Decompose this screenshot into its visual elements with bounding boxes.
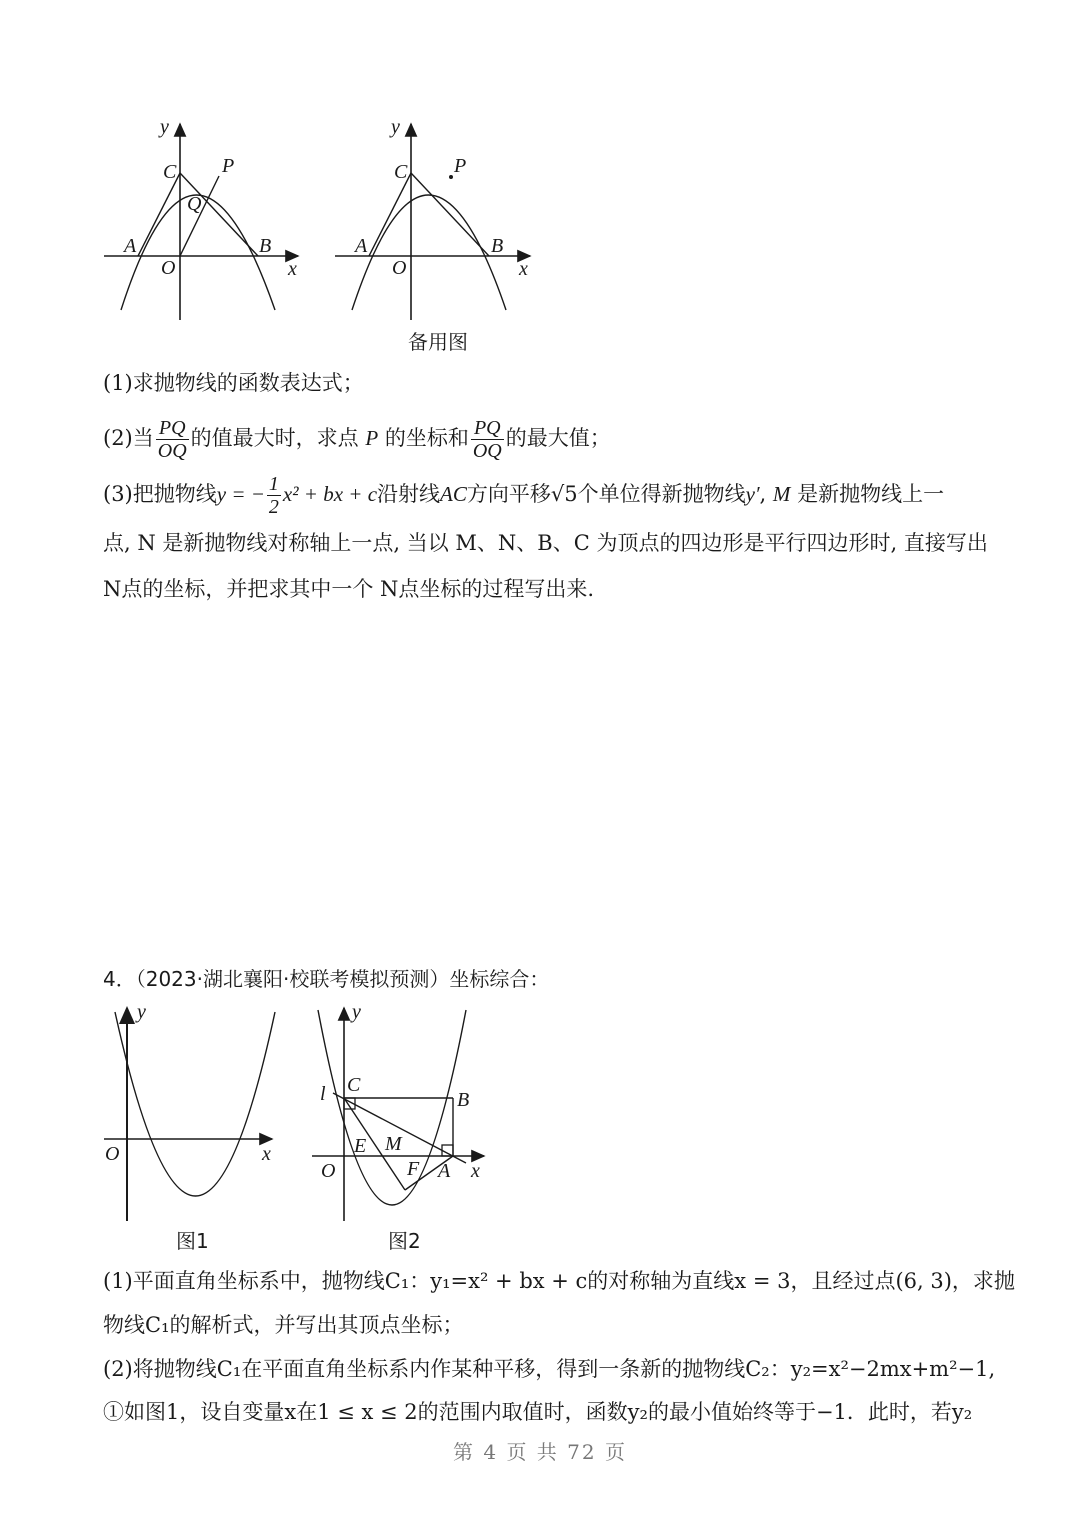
figure-caption-backup: 备用图	[408, 330, 468, 354]
question-3-3-line2: 点, N 是新抛物线对称轴上一点, 当以 M、N、B、C 为顶点的四边形是平行四边形时, 直接写出	[103, 531, 988, 555]
label-x: x	[471, 1160, 480, 1182]
label-M: M	[385, 1133, 402, 1155]
label-A: A	[124, 235, 137, 257]
label-y: y	[137, 1001, 146, 1023]
question-3-2: (2)当 $\frac{PQ}{OQ}$ 的值最大时，求点 P 的坐标和 $\frac{PQ}{OQ}$ 的最大值；	[103, 417, 611, 462]
figure-caption-1: 图1	[176, 1229, 209, 1253]
question-3-1: (1)求抛物线的函数表达式；	[103, 371, 364, 395]
question-3-3-line3: N点的坐标，并把求其中一个 N点坐标的过程写出来.	[103, 577, 595, 601]
label-A: A	[355, 235, 368, 257]
label-O: O	[161, 257, 176, 279]
figure-2-parabola	[310, 1000, 500, 1230]
label-O: O	[392, 257, 407, 279]
figure-parabola-main	[95, 110, 315, 330]
label-B: B	[457, 1089, 470, 1111]
label-O: O	[321, 1160, 336, 1182]
figure-caption-2: 图2	[388, 1229, 421, 1253]
fraction-one-half: $\frac{1}{2}$	[268, 473, 279, 518]
label-B: B	[491, 235, 504, 257]
figure-1-parabola	[95, 1000, 295, 1230]
question-4-2-sub1: ①如图1，设自变量x在1 ≤ x ≤ 2的范围内取值时，函数y₂的最小值始终等于−1．此时，若y₂	[103, 1400, 973, 1424]
label-C: C	[347, 1074, 361, 1096]
label-B: B	[259, 235, 272, 257]
label-O: O	[105, 1143, 120, 1165]
label-x: x	[519, 258, 528, 280]
label-P: P	[222, 155, 235, 177]
fraction-pq-oq: $\frac{PQ}{OQ}$	[157, 417, 187, 462]
label-x: x	[262, 1143, 271, 1165]
label-A: A	[438, 1160, 451, 1182]
label-l: l	[320, 1083, 326, 1105]
question-4-2-line1: (2)将抛物线C₁在平面直角坐标系内作某种平移，得到一条新的抛物线C₂：y₂=x²−2mx+m²−1,	[103, 1357, 996, 1381]
label-y: y	[352, 1001, 361, 1023]
label-F: F	[407, 1158, 420, 1180]
page-footer: 第 4 页 共 72 页	[453, 1440, 627, 1464]
label-x: x	[288, 258, 297, 280]
figure-parabola-backup	[325, 110, 545, 330]
problem-4-header: 4．（2023·湖北襄阳·校联考模拟预测）坐标综合：	[103, 967, 550, 991]
label-E: E	[354, 1135, 367, 1157]
fraction-pq-oq-2: $\frac{PQ}{OQ}$	[472, 417, 502, 462]
question-4-1-line2: 物线C₁的解析式，并写出其顶点坐标；	[103, 1313, 464, 1337]
question-4-1-line1: (1)平面直角坐标系中，抛物线C₁：y₁=x² + bx + c的对称轴为直线x = 3，且经过点(6, 3)，求抛	[103, 1269, 1015, 1293]
label-P: P	[454, 155, 467, 177]
label-C: C	[163, 161, 177, 183]
question-3-3-line1: (3)把抛物线y = − $\frac{1}{2}$ x² + bx + c沿射线AC方向平移√5个单位得新抛物线y′, M 是新抛物线上一	[103, 473, 945, 518]
label-y: y	[160, 116, 169, 138]
label-C: C	[394, 161, 408, 183]
label-y: y	[391, 116, 400, 138]
label-Q: Q	[187, 193, 202, 215]
